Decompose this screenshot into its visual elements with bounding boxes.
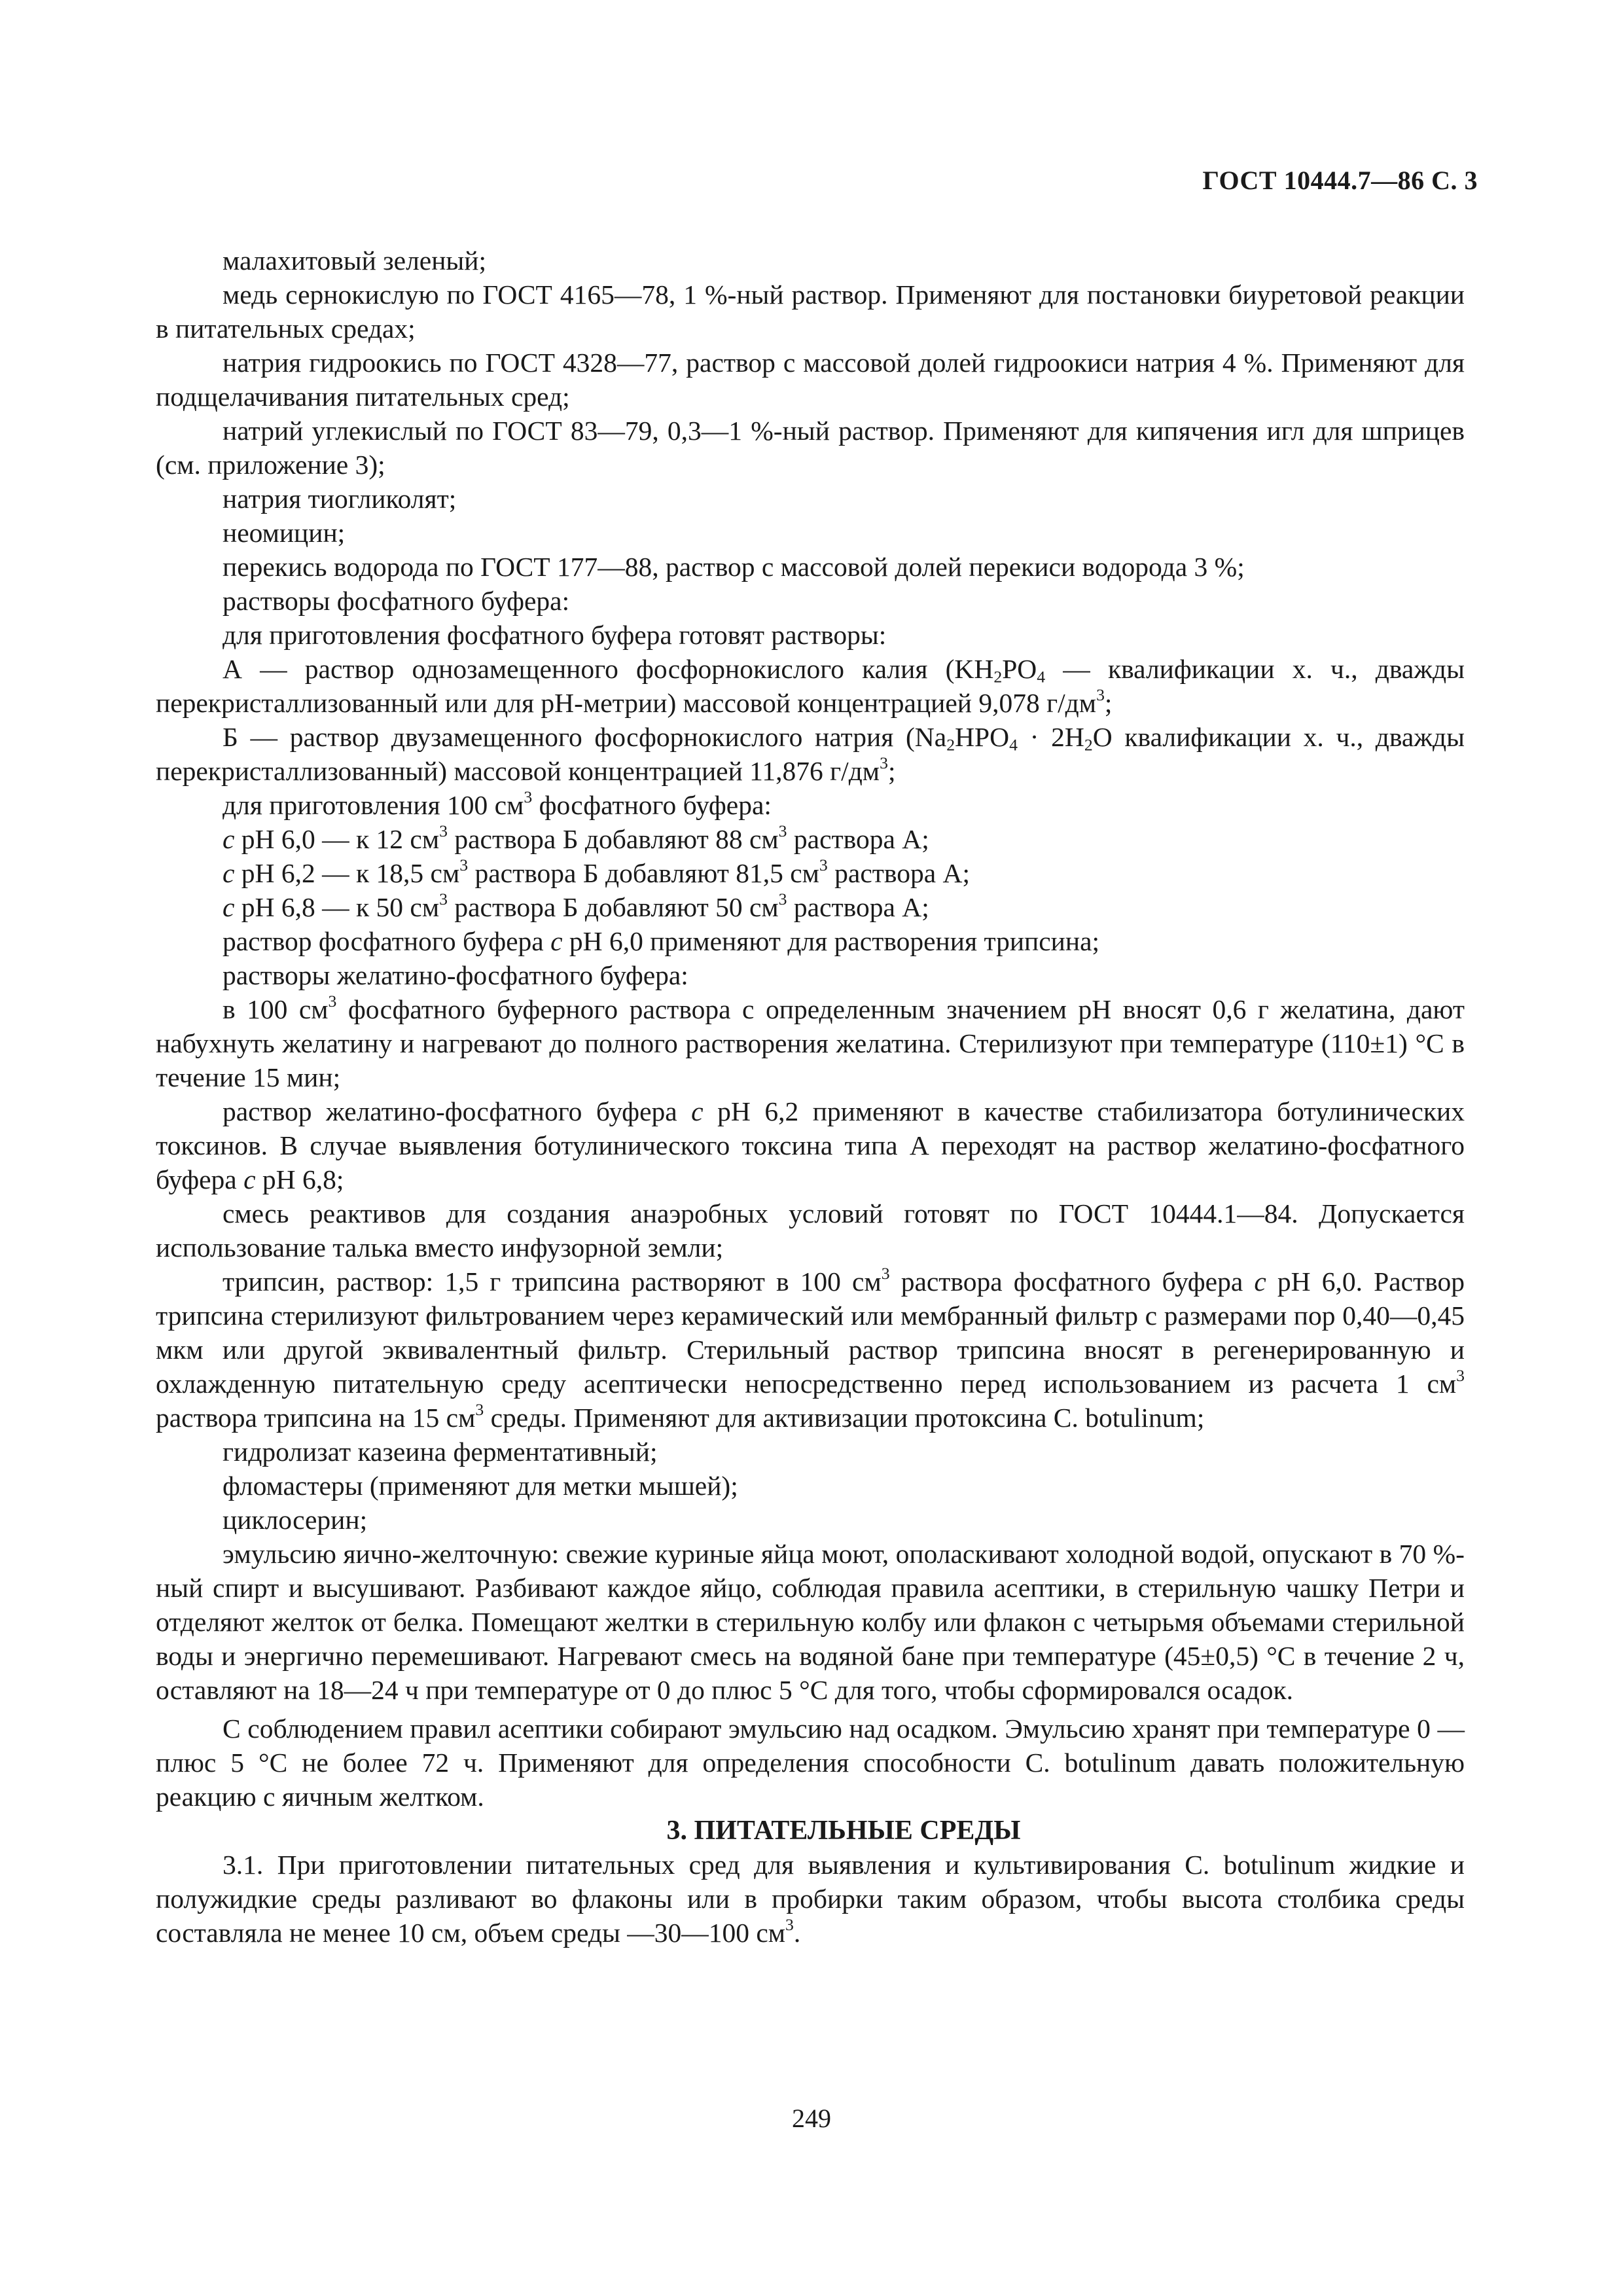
text-run: раствор фосфатного буфера: [223, 926, 551, 956]
text-run: раствор желатино-фосфатного буфера: [223, 1096, 692, 1126]
superscript: 3: [328, 992, 337, 1011]
paragraph: [156, 788, 1465, 822]
superscript: 3: [880, 753, 888, 772]
subscript: 2: [946, 735, 955, 755]
paragraph: эмульсию яично-желточную: свежие куриные яйца моют, ополаскивают холодной водой, опускают в 70 %-ный спирт и высушивают. Разбивают каждое яйцо, соблюдая правила асептики, в стерильную чашку Петри и отделяют желток от белка. Помещают желтки в стерильную колбу или флакон с четырьмя объемами стерильной воды и энергично перемешивают. Нагревают смесь на водяной бане при температуре (45±0,5) °С в течение 2 ч, оставляют на 18—24 ч при температуре от 0 до плюс 5 °С для того, чтобы сформировался осадок.: [156, 1539, 1465, 1705]
text-run: раствора фосфатного буфера: [889, 1266, 1255, 1297]
italic-text: с: [550, 926, 563, 956]
paragraph: [156, 856, 1465, 890]
paragraph: [156, 652, 1465, 720]
italic-text: с: [223, 824, 235, 854]
text-run: трипсин, раствор: 1,5 г трипсина растворяют в 100 см: [223, 1266, 882, 1297]
text-run: раствора Б добавляют 81,5 см: [468, 858, 819, 888]
paragraph: [156, 1848, 1465, 1950]
text-run: ;: [1104, 688, 1113, 718]
paragraph: гидролизат казеина ферментативный;: [223, 1437, 658, 1467]
italic-text: с: [223, 858, 235, 888]
paragraph: натрия тиогликолят;: [223, 484, 457, 514]
paragraph: [156, 890, 1465, 924]
text-run: .: [793, 1918, 801, 1948]
paragraph: растворы желатино-фосфатного буфера:: [223, 960, 688, 990]
text-run: · 2H: [1017, 722, 1084, 752]
paragraph: растворы фосфатного буфера:: [223, 586, 570, 616]
italic-text: с: [243, 1164, 256, 1194]
superscript: 3: [475, 1400, 484, 1419]
paragraph: смесь реактивов для создания анаэробных условий готовят по ГОСТ 10444.1—84. Допускается использование талька вместо инфузорной земли;: [156, 1198, 1465, 1263]
text-run: для приготовления 100 см: [223, 790, 524, 820]
paragraph: медь сернокислую по ГОСТ 4165—78, 1 %-ный раствор. Применяют для постановки биуретовой реакции в питательных средах;: [156, 279, 1465, 344]
text-run: фосфатного буфера:: [532, 790, 772, 820]
text-run: pH 6,2 — к 18,5 см: [234, 858, 460, 888]
text-run: А — раствор однозамещенного фосфорнокислого калия (KH: [223, 654, 994, 684]
superscript: 3: [524, 787, 533, 806]
superscript: 3: [778, 889, 787, 908]
superscript: 3: [459, 855, 469, 874]
text-run: pH 6,0 — к 12 см: [234, 824, 440, 854]
subscript: 4: [1009, 735, 1018, 755]
text-run: pH 6,2 применяют в качестве стабилизатора ботулинических токсинов. В случае выявления ботулинического токсина типа А переходят на раствор желатино-фосфатного буфера: [156, 1096, 1465, 1194]
paragraph: [156, 1094, 1465, 1196]
text-run: раствора Б добавляют 88 см: [447, 824, 779, 854]
italic-text: с: [223, 892, 235, 922]
text-run: PO: [1002, 654, 1037, 684]
paragraph: для приготовления фосфатного буфера готовят растворы:: [223, 620, 887, 650]
text-run: среды. Применяют для активизации протоксина C. botulinum;: [484, 1403, 1205, 1433]
document-header: ГОСТ 10444.7—86 С. 3: [1202, 166, 1478, 195]
text-run: pH 6,8;: [255, 1164, 344, 1194]
text-run: pH 6,0. Раствор трипсина стерилизуют фильтрованием через керамический или мембранный фильтр с размерами пор 0,40—0,45 мкм или другой эквивалентный фильтр. Стерильный раствор трипсина вносят в регенерированную и охлажденную питательную среду асептически непосредственно перед использованием из расчета 1 см: [156, 1266, 1465, 1399]
paragraph: натрия гидроокись по ГОСТ 4328—77, раствор с массовой долей гидроокиси натрия 4 %. Применяют для подщелачивания питательных сред;: [156, 348, 1465, 412]
italic-text: с: [691, 1096, 704, 1126]
text-run: O квалификации х. ч., дважды перекристаллизованный) массовой концентрацией 11,876 г/дм: [156, 722, 1465, 786]
text-run: pH 6,8 — к 50 см: [234, 892, 440, 922]
superscript: 3: [439, 889, 448, 908]
paragraph: перекись водорода по ГОСТ 177—88, раствор с массовой долей перекиси водорода 3 %;: [223, 552, 1245, 582]
paragraph: неомицин;: [223, 518, 346, 548]
document-body: [156, 243, 1465, 1950]
text-run: раствора А;: [827, 858, 970, 888]
text-run: раствора А;: [787, 824, 929, 854]
superscript: 3: [439, 821, 448, 840]
paragraph: [156, 1265, 1465, 1435]
superscript: 3: [778, 821, 787, 840]
paragraph: [156, 924, 1465, 958]
text-run: Б — раствор двузамещенного фосфорнокислого натрия (Na: [223, 722, 947, 752]
paragraph: натрий углекислый по ГОСТ 83—79, 0,3—1 %-ный раствор. Применяют для кипячения игл для шприцев (см. приложение 3);: [156, 416, 1465, 480]
text-run: раствора Б добавляют 50 см: [447, 892, 779, 922]
paragraph: [156, 992, 1465, 1094]
text-run: в 100 см: [223, 994, 329, 1024]
subscript: 2: [993, 667, 1003, 687]
section-heading: 3. ПИТАТЕЛЬНЫЕ СРЕДЫ: [666, 1816, 1021, 1846]
superscript: 3: [819, 855, 828, 874]
paragraph: [156, 822, 1465, 856]
superscript: 3: [1096, 685, 1105, 704]
text-run: раствора трипсина на 15 см: [156, 1403, 476, 1433]
text-run: — квалификации х. ч., дважды перекристаллизованный или для pH-метрии) массовой концентрацией 9,078 г/дм: [156, 654, 1465, 718]
text-run: раствора А;: [787, 892, 929, 922]
superscript: 3: [1456, 1366, 1465, 1385]
text-run: фосфатного буферного раствора с определенным значением pH вносят 0,6 г желатина, дают набухнуть желатину и нагревают до полного растворения желатина. Стерилизуют при температуре (110±1) °С в течение 15 мин;: [156, 994, 1465, 1092]
subscript: 2: [1084, 735, 1093, 755]
page-number: 249: [792, 2104, 831, 2133]
subscript: 4: [1037, 667, 1046, 687]
paragraph: [156, 720, 1465, 788]
paragraph: С соблюдением правил асептики собирают эмульсию над осадком. Эмульсию хранят при температуре 0 — плюс 5 °С не более 72 ч. Применяют для определения способности C. botulinum давать положительную реакцию с яичным желтком.: [156, 1713, 1465, 1812]
text-run: ;: [887, 756, 896, 786]
superscript: 3: [785, 1915, 794, 1934]
paragraph: фломастеры (применяют для метки мышей);: [223, 1471, 738, 1501]
text-run: HPO: [955, 722, 1010, 752]
superscript: 3: [881, 1264, 890, 1283]
paragraph: циклосерин;: [223, 1505, 368, 1535]
text-run: pH 6,0 применяют для растворения трипсина;: [562, 926, 1100, 956]
text-run: 3.1. При приготовлении питательных сред для выявления и культивирования C. botulinum жидкие и полужидкие среды разливают во флаконы или в пробирки таким образом, чтобы высота столбика среды составляла не менее 10 см, объем среды —30—100 см: [156, 1850, 1465, 1948]
italic-text: с: [1254, 1266, 1266, 1297]
paragraph: малахитовый зеленый;: [223, 245, 487, 276]
